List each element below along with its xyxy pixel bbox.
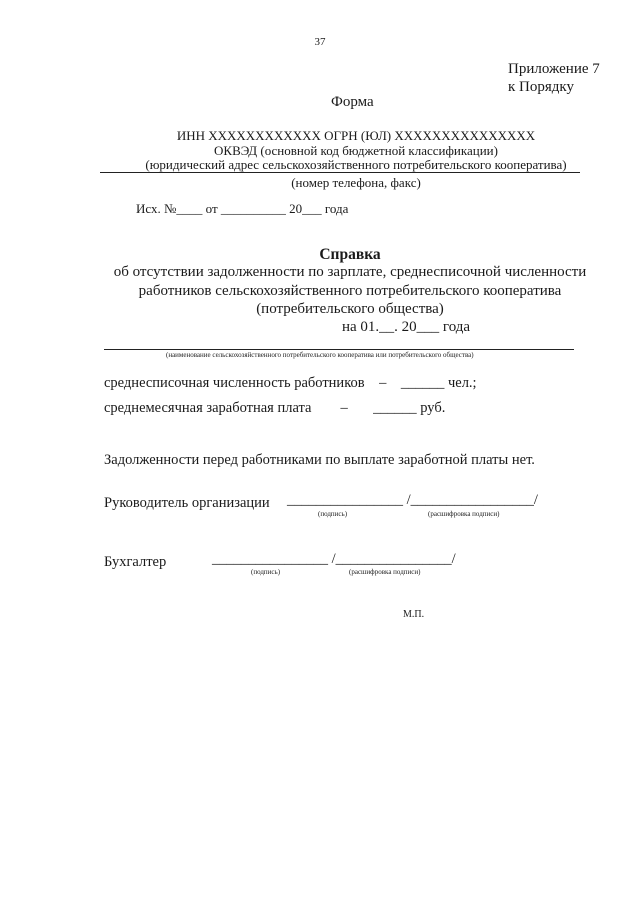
accountant-decode-caption: (расшифровка подписи) — [349, 568, 421, 576]
organization-name-line — [104, 349, 574, 350]
head-signature-label: Руководитель организации — [104, 495, 270, 511]
legal-address-caption: (юридический адрес сельскохозяйственного потребительского кооператива) — [145, 157, 567, 172]
appendix-line-2: к Порядку — [508, 79, 574, 95]
okved-line: ОКВЭД (основной код бюджетной классификации) — [214, 143, 498, 158]
accountant-signature-caption: (подпись) — [251, 568, 281, 576]
head-decode-caption: (расшифровка подписи) — [428, 510, 500, 518]
inn-ogrn-line: ИНН XXXXXXXXXXXX ОГРН (ЮЛ) XXXXXXXXXXXXXXX — [176, 128, 536, 143]
accountant-signature-line: ________________ /________________/ — [212, 551, 456, 567]
outgoing-number-line: Исх. №____ от __________ 20___ года — [136, 201, 349, 216]
organization-name-caption: (наименование сельскохозяйственного потребительского кооператива или потребительского общества) — [166, 351, 474, 359]
debt-statement: Задолженности перед работниками по выплате заработной платы нет. — [104, 452, 535, 468]
certificate-title: Справка — [319, 246, 381, 263]
header-divider — [100, 172, 580, 173]
phone-fax-caption: (номер телефона, факс) — [291, 175, 421, 190]
form-label: Форма — [331, 94, 374, 110]
head-signature-caption: (подпись) — [318, 510, 348, 518]
certificate-date-line: на 01.__. 20___ года — [342, 319, 471, 335]
page-number: 37 — [314, 36, 326, 48]
accountant-signature-label: Бухгалтер — [104, 554, 167, 570]
certificate-subtitle-1: об отсутствии задолженности по зарплате, среднесписочной численности — [113, 264, 587, 280]
head-signature-line: ________________ /_________________/ — [287, 492, 538, 508]
appendix-line-1: Приложение 7 — [508, 61, 600, 77]
certificate-subtitle-2: работников сельскохозяйственного потребительского кооператива — [138, 283, 562, 299]
average-salary-field: среднемесячная заработная плата – ______ руб. — [104, 400, 446, 416]
stamp-placeholder: М.П. — [403, 609, 425, 620]
headcount-field: среднесписочная численность работников – ______ чел.; — [104, 375, 477, 391]
certificate-subtitle-3: (потребительского общества) — [256, 301, 444, 317]
